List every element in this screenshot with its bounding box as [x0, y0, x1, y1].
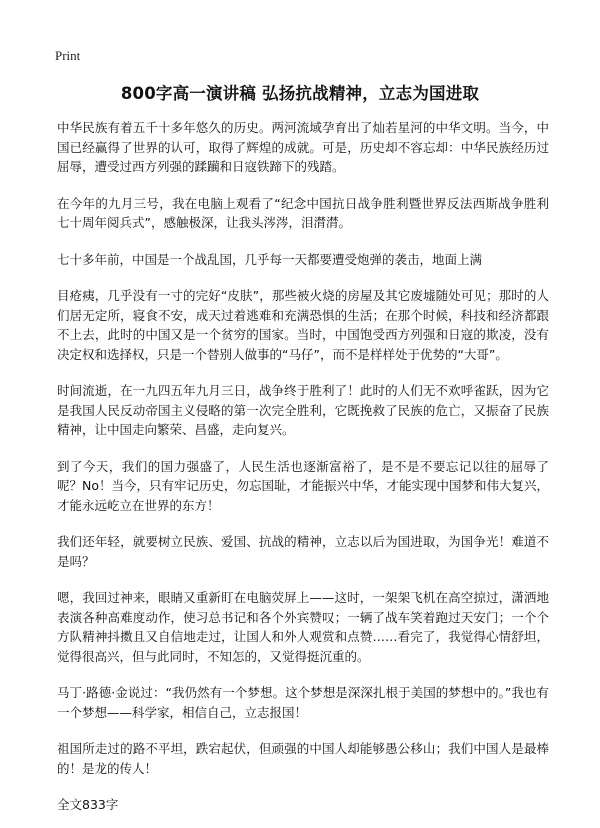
- paragraph-1: 中华民族有着五千十多年悠久的历史。两河流域孕育出了灿若星河的中华文明。当今，中国已经赢得了世界的认可，取得了辉煌的成就。可是，历史却不容忘却：中华民族经历过屈辱，遭受过西方列强的蹂躏和日寇铁蹄下的残踏。: [57, 120, 549, 174]
- word-count: 全文833字: [57, 797, 119, 812]
- paragraph-2: 在今年的九月三号，我在电脑上观看了“纪念中国抗日战争胜利暨世界反法西斯战争胜利七十周年阅兵式”，感触极深，让我头涔涔，泪潸潸。: [57, 195, 549, 230]
- paragraph-10: 祖国所走过的路不平坦，跌宕起伏，但顽强的中国人却能够愚公移山；我们中国人是最棒的！是龙的传人！: [57, 741, 549, 776]
- paragraph-5: 时间流逝，在一九四五年九月三日，战争终于胜利了！此时的人们无不欢呼雀跃，因为它是我国人民反动帝国主义侵略的第一次完全胜利，它既挽救了民族的危亡，又振奋了民族精神，让中国走向繁荣、昌盛，走向复兴。: [57, 383, 549, 437]
- article-body: [57, 118, 549, 815]
- paragraph-4: 目疮痍，几乎没有一寸的完好“皮肤”，那些被火烧的房屋及其它废墟随处可见；那时的人们居无定所，寝食不安，成天过着逃难和充满恐惧的生活；在那个时候，科技和经济都跟不上去，此时的中国又是一个贫穷的国家。当时，中国饱受西方列强和日寇的欺凌，没有决定权和选择权，只是一个替别人做事的“马仔”，而不是样样处于优势的“大哥”。: [57, 288, 549, 362]
- paragraph-8: 嗯，我回过神来，眼睛又重新盯在电脑荧屏上——这时，一架架飞机在高空掠过，潇洒地表演各种高难度动作，使习总书记和各个外宾赞叹；一辆了战车笑着跑过天安门；一个个方队精神抖擞且又自信地走过，让国人和外人观赏和点赞……看完了，我觉得心情舒坦，觉得很高兴，但与此同时，不知怎的，又觉得挺沉重的。: [57, 590, 549, 664]
- paragraph-9: 马丁·路德·金说过：“我仍然有一个梦想。这个梦想是深深扎根于美国的梦想中的。”我也有一个梦想——科学家，相信自己，立志报国！: [57, 685, 549, 720]
- paragraph-3: 七十多年前，中国是一个战乱国，几乎每一天都要遭受炮弹的袭击，地面上满: [57, 251, 483, 267]
- print-link[interactable]: Print: [55, 48, 81, 63]
- paragraph-7: 我们还年轻，就要树立民族、爱国、抗战的精神，立志以后为国进取，为国争光！难道不是吗？: [57, 534, 549, 569]
- page-title: 800字高一演讲稿 弘扬抗战精神，立志为国进取: [120, 84, 480, 103]
- paragraph-6: 到了今天，我们的国力强盛了，人民生活也逐渐富裕了，是不是不要忘记以往的屈辱了呢？No！当今，只有牢记历史，勿忘国耻，才能振兴中华，才能实现中国梦和伟大复兴，才能永远屹立在世界的东方！: [57, 458, 549, 513]
